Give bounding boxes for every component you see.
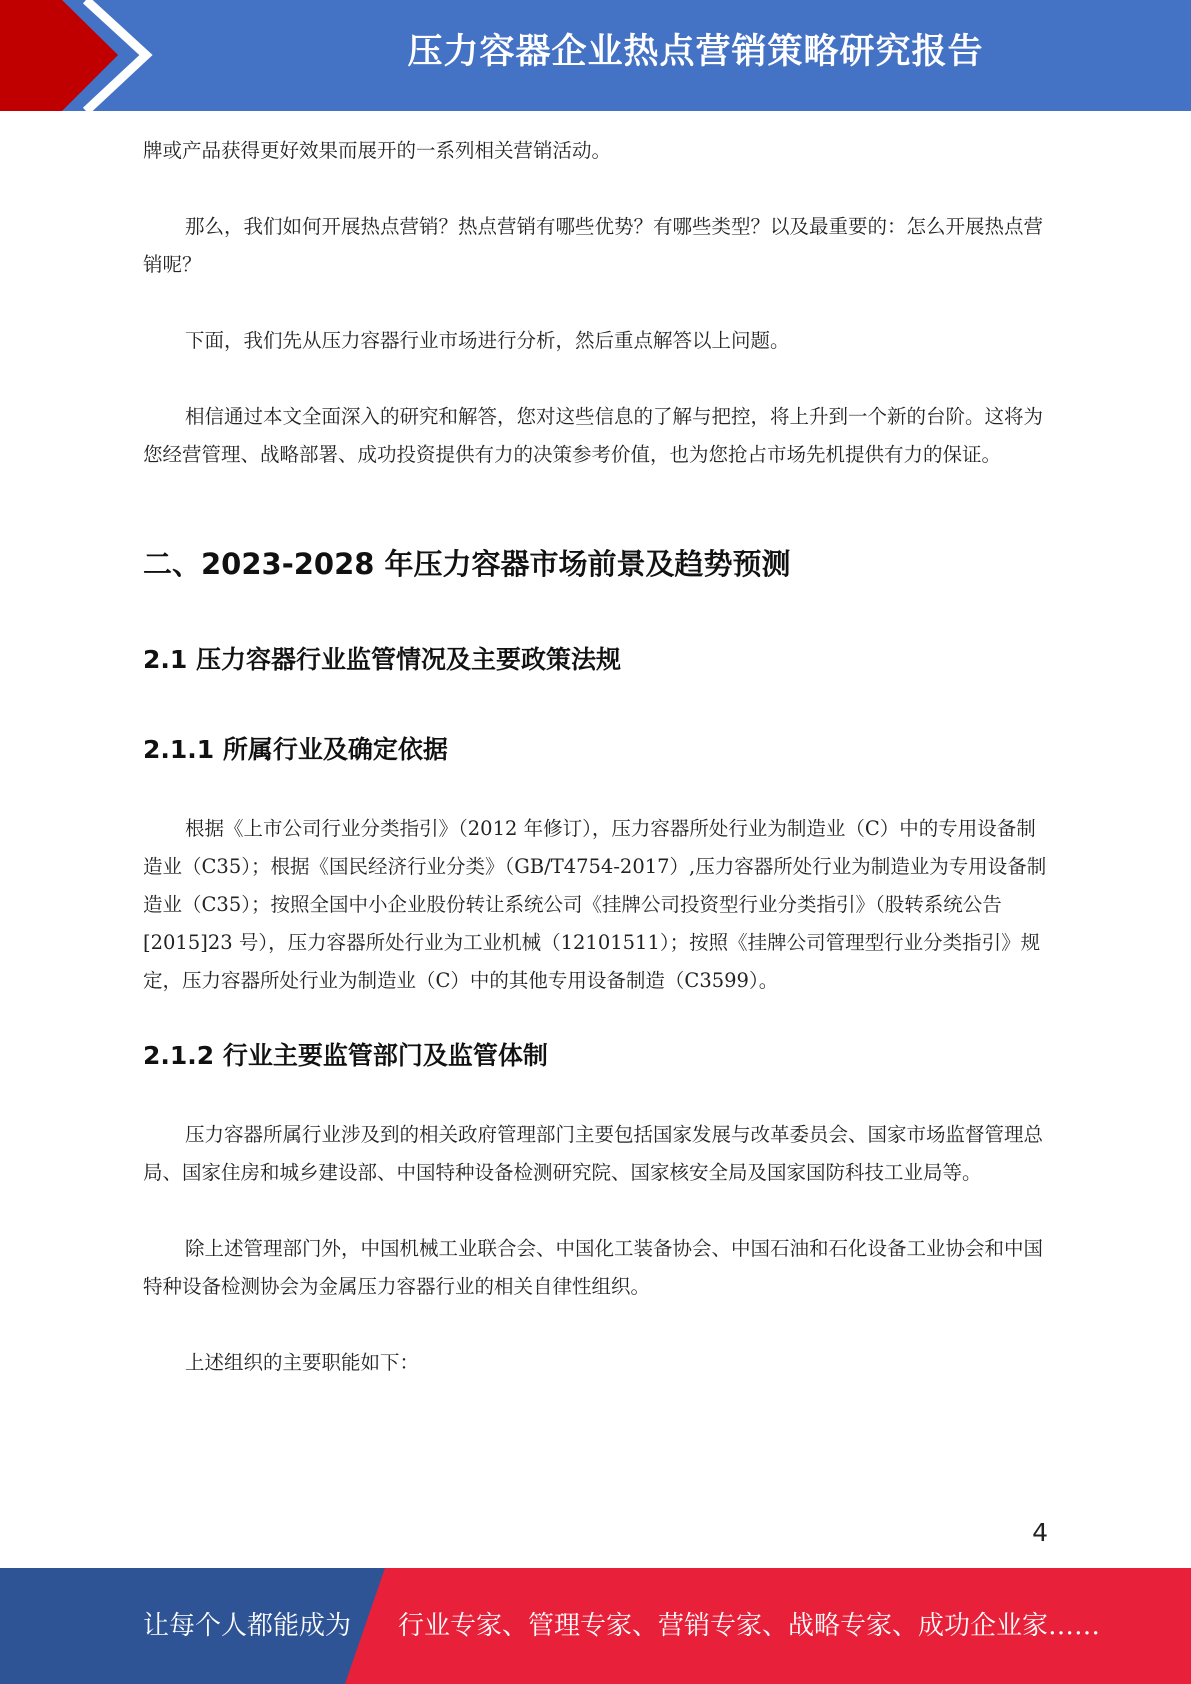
paragraph-industry-classification: 根据《上市公司行业分类指引》（2012 年修订），压力容器所处行业为制造业（C）中的专用设备制造业（C35）；根据《国民经济行业分类》（GB/T4754-2017）,压力容器所处行业为制造业为专用设备制造业（C35）；按照全国中小企业股份转让系统公司《挂牌公司投资型行业分类指引》（股转系统公告[2015]23 号），压力容器所处行业为工业机械（12101511）；按照《挂牌公司管理型行业分类指引》规定，压力容器所处行业为制造业（C）中的其他专用设备制造（C3599）。 [143, 817, 1047, 992]
subsection-heading-2-1: 2.1 压力容器行业监管情况及主要政策法规 [143, 645, 621, 674]
subsection-heading-2-1-1: 2.1.1 所属行业及确定依据 [143, 735, 448, 764]
header-banner [0, 0, 1191, 111]
footer-slogan-right: 行业专家、管理专家、营销专家、战略专家、成功企业家…… [398, 1611, 1101, 1641]
footer-slogan-left: 让每个人都能成为 [143, 1611, 352, 1641]
paragraph-associations: 除上述管理部门外，中国机械工业联合会、中国化工装备协会、中国石油和石化设备工业协会和中国特种设备检测协会为金属压力容器行业的相关自律性组织。 [143, 1237, 1044, 1298]
page-number: 4 [1032, 1518, 1048, 1547]
report-title: 压力容器企业热点营销策略研究报告 [407, 32, 984, 72]
subsection-heading-2-1-2: 2.1.2 行业主要监管部门及监管体制 [143, 1041, 548, 1070]
paragraph-questions: 那么，我们如何开展热点营销？热点营销有哪些优势？有哪些类型？以及最重要的：怎么开展热点营销呢？ [143, 215, 1044, 276]
document-body [143, 132, 1048, 1420]
header-arrow-accent [0, 0, 160, 111]
paragraph-regulators: 压力容器所属行业涉及到的相关政府管理部门主要包括国家发展与改革委员会、国家市场监督管理总局、国家住房和城乡建设部、中国特种设备检测研究院、国家核安全局及国家国防科技工业局等。 [143, 1123, 1044, 1184]
section-heading-2: 二、2023-2028 年压力容器市场前景及趋势预测 [143, 547, 791, 581]
paragraph-value-statement: 相信通过本文全面深入的研究和解答，您对这些信息的了解与把控，将上升到一个新的台阶。这将为您经营管理、战略部署、成功投资提供有力的决策参考价值，也为您抢占市场先机提供有力的保证。 [143, 405, 1044, 466]
paragraph-analysis-intro: 下面，我们先从压力容器行业市场进行分析，然后重点解答以上问题。 [185, 329, 790, 352]
paragraph-continuation: 牌或产品获得更好效果而展开的一系列相关营销活动。 [143, 139, 612, 162]
footer-banner [0, 1568, 1191, 1684]
paragraph-functions-intro: 上述组织的主要职能如下： [185, 1351, 420, 1374]
